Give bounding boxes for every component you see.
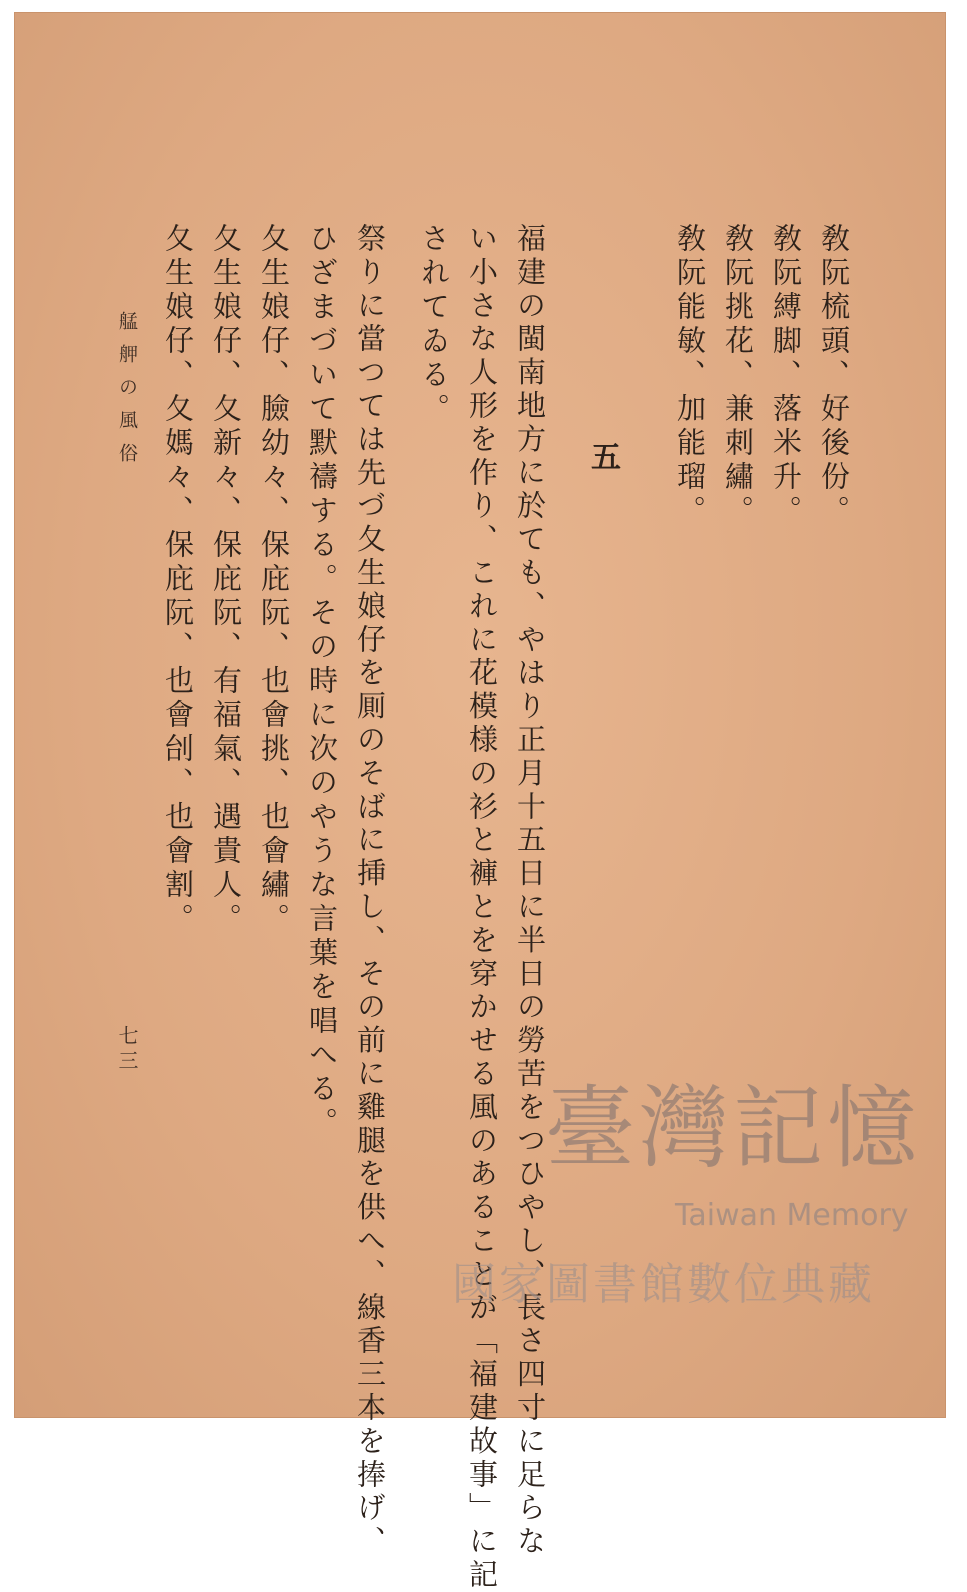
page-number: 七三 bbox=[115, 1025, 139, 1075]
chant-line-3: 夂生娘仔、夂媽々、保庇阮、也會刣、也會割。 bbox=[161, 223, 195, 937]
verse-line-1: 敎阮梳頭、好後份。 bbox=[817, 223, 851, 529]
verse-line-4: 敎阮能敏、加能瑠。 bbox=[673, 223, 707, 529]
running-head: 艋舺の風俗 bbox=[116, 311, 138, 476]
section-heading: 五 bbox=[585, 441, 620, 476]
paragraph-line-3: されてゐる。 bbox=[417, 223, 451, 427]
paragraph-line-4: 祭りに當つては先づ夂生娘仔を厠のそばに挿し、その前に雞腿を供へ、線香三本を捧げ、 bbox=[353, 223, 387, 1559]
watermark-library: 國家圖書館數位典藏 bbox=[452, 1259, 875, 1310]
chant-line-2: 夂生娘仔、夂新々、保庇阮、有福氣、遇貴人。 bbox=[209, 223, 243, 937]
chant-line-1: 夂生娘仔、臉幼々、保庇阮、也會挑、也會繡。 bbox=[257, 223, 291, 937]
paragraph-line-2: い小さな人形を作り、これに花模様の衫と褲とを穿かせる風のあることが「福建故事」に記 bbox=[465, 223, 499, 1592]
paragraph-line-1: 福建の閩南地方に於ても、やはり正月十五日に半日の勞苦をつひやし、長さ四寸に足らな bbox=[513, 223, 547, 1559]
watermark-english: Taiwan Memory bbox=[675, 1198, 909, 1233]
verse-line-3: 敎阮挑花、兼刺繡。 bbox=[721, 223, 755, 529]
paragraph-line-5: ひざまづいて默禱する。その時に次のやうな言葉を唱へる。 bbox=[305, 223, 339, 1141]
verse-line-2: 敎阮縛脚、落米升。 bbox=[769, 223, 803, 529]
watermark-logo: 臺灣記憶 bbox=[545, 1076, 921, 1181]
